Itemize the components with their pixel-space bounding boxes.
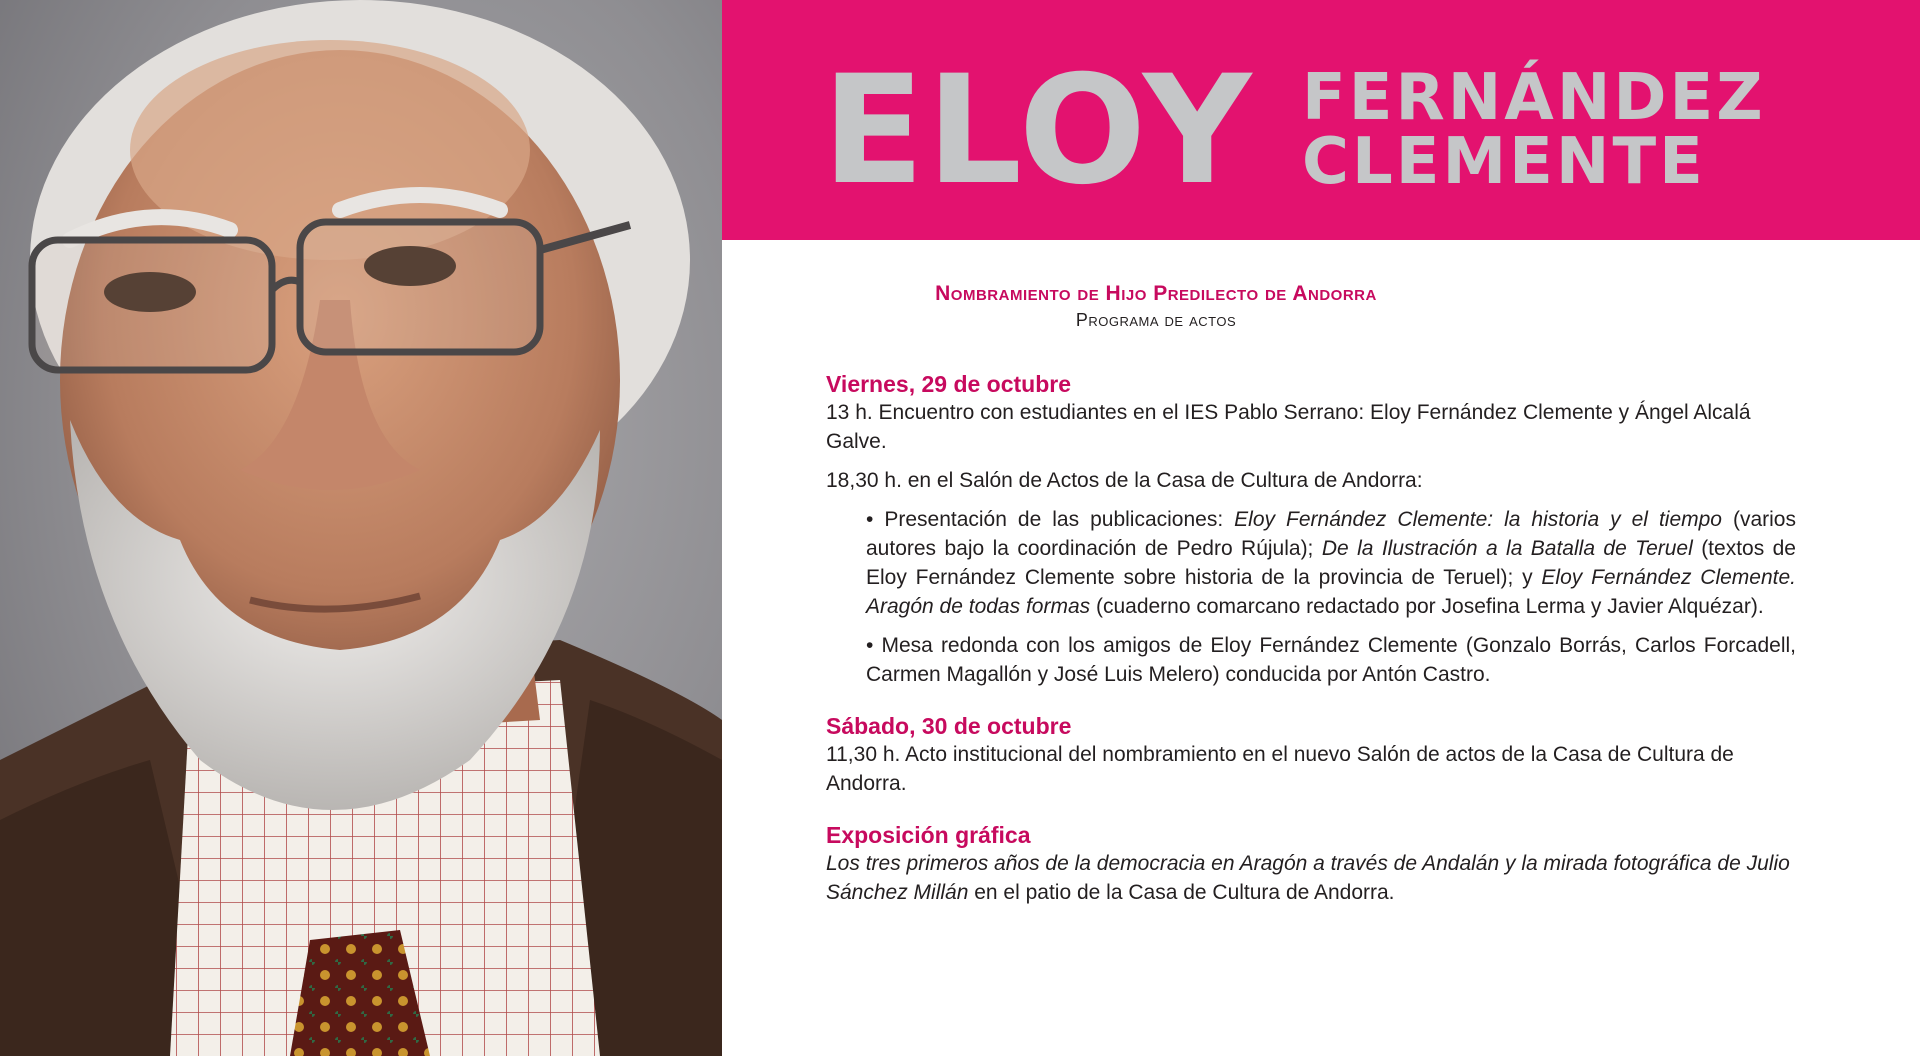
publication-title: Eloy Fernández Clemente: la historia y el tiempo — [1234, 508, 1722, 531]
friday-bullet-roundtable: • Mesa redonda con los amigos de Eloy Fernández Clemente (Gonzalo Borrás, Carlos Forcadell, Carmen Magallón y José Luis Melero) conducida por Antón Castro. — [866, 634, 1796, 686]
exhibition-heading: Exposición gráfica — [826, 822, 1031, 848]
bullet-text: • Presentación de las publicaciones: — [866, 508, 1235, 531]
header-banner — [722, 0, 1920, 240]
program-content — [826, 282, 1806, 907]
first-name: ELOY — [822, 44, 1254, 218]
saturday-item-1: 11,30 h. Acto institucional del nombramiento en el nuevo Salón de actos de la Casa de Cultura de Andorra. — [826, 743, 1734, 795]
friday-item-1: 13 h. Encuentro con estudiantes en el IES Pablo Serrano: Eloy Fernández Clemente y Ángel Alcalá Galve. — [826, 401, 1751, 453]
exhibition-location: en el patio de la Casa de Cultura de Andorra. — [968, 881, 1395, 904]
event-title: Nombramiento de Hijo Predilecto de Andorra — [935, 282, 1377, 305]
bullet-text: (textos de Eloy Fernández Clemente sobre historia de la provincia de Teruel); y — [866, 537, 1796, 589]
bullet-text: (varios autores bajo la coordinación de Pedro Rújula); — [866, 508, 1796, 560]
friday-bullet-presentations — [826, 505, 1806, 621]
publication-title: De la Ilustración a la Batalla de Teruel — [1321, 537, 1693, 560]
exhibition-title: Los tres primeros años de la democracia en Aragón a través de Andalán y la mirada fotográfica de Julio Sánchez Millán — [826, 852, 1790, 904]
surname-line2: CLEMENTE — [1302, 125, 1706, 199]
friday-date: Viernes, 29 de octubre — [826, 371, 1072, 397]
event-subtitle: Programa de actos — [1075, 310, 1237, 330]
portrait-illustration — [0, 0, 722, 1056]
exhibition-text — [826, 849, 1806, 907]
friday-item-2: 18,30 h. en el Salón de Actos de la Casa de Cultura de Andorra: — [826, 469, 1423, 492]
saturday-date: Sábado, 30 de octubre — [826, 713, 1072, 739]
portrait-photo — [0, 0, 722, 1056]
surname-line1: FERNÁNDEZ — [1302, 61, 1766, 135]
bullet-text: (cuaderno comarcano redactado por Josefina Lerma y Javier Alquézar). — [1090, 595, 1764, 618]
publication-title: Eloy Fernández Clemente. Aragón de todas formas — [866, 566, 1796, 618]
